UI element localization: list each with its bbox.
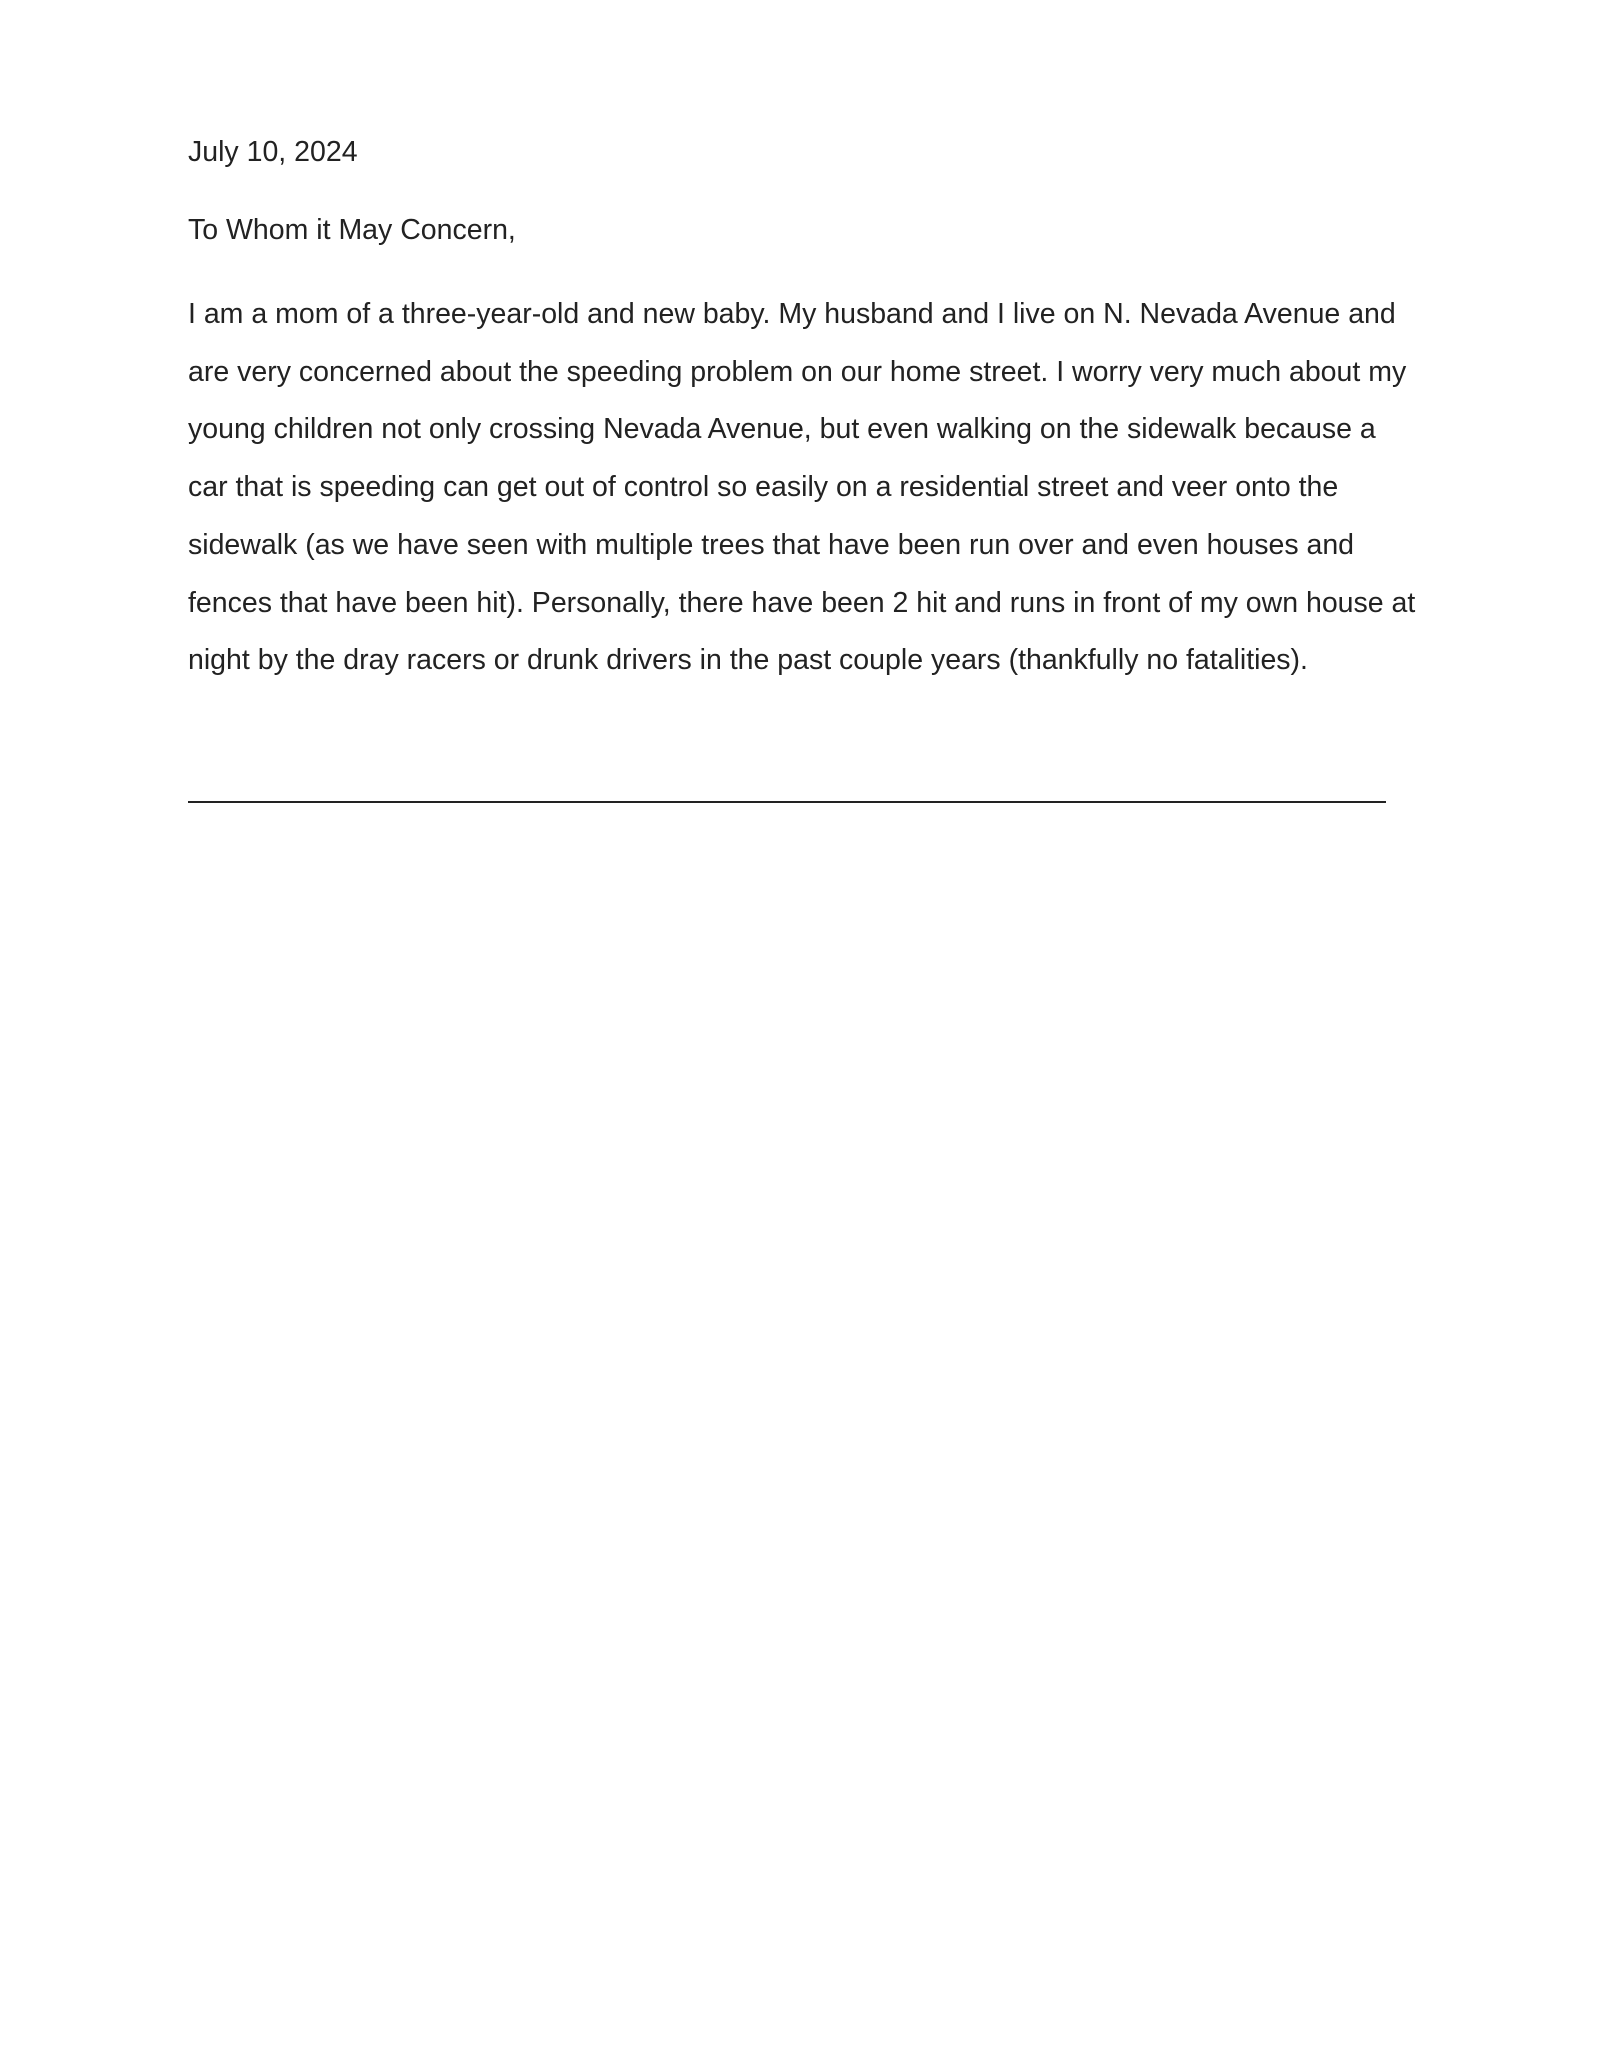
letter-body-paragraph: I am a mom of a three-year-old and new baby. My husband and I live on N. Nevada Avenue and are very concerned about the speeding problem on our home street. I worry very much about my young children not only crossing Nevada Avenue, but even walking on the sidewalk because a car that is speeding can get out of control so easily on a residential street and veer onto the sidewalk (as we have seen with multiple trees that have been run over and even houses and fences that have been hit). Personally, there have been 2 hit and runs in front of my own house at night by the dray racers or drunk drivers in the past couple years (thankfully no fatalities).: [188, 298, 1416, 677]
letter: [188, 130, 1418, 690]
signature-divider-line: [188, 801, 1386, 803]
letter-date: July 10, 2024: [188, 136, 358, 168]
letter-salutation: To Whom it May Concern,: [188, 214, 516, 246]
